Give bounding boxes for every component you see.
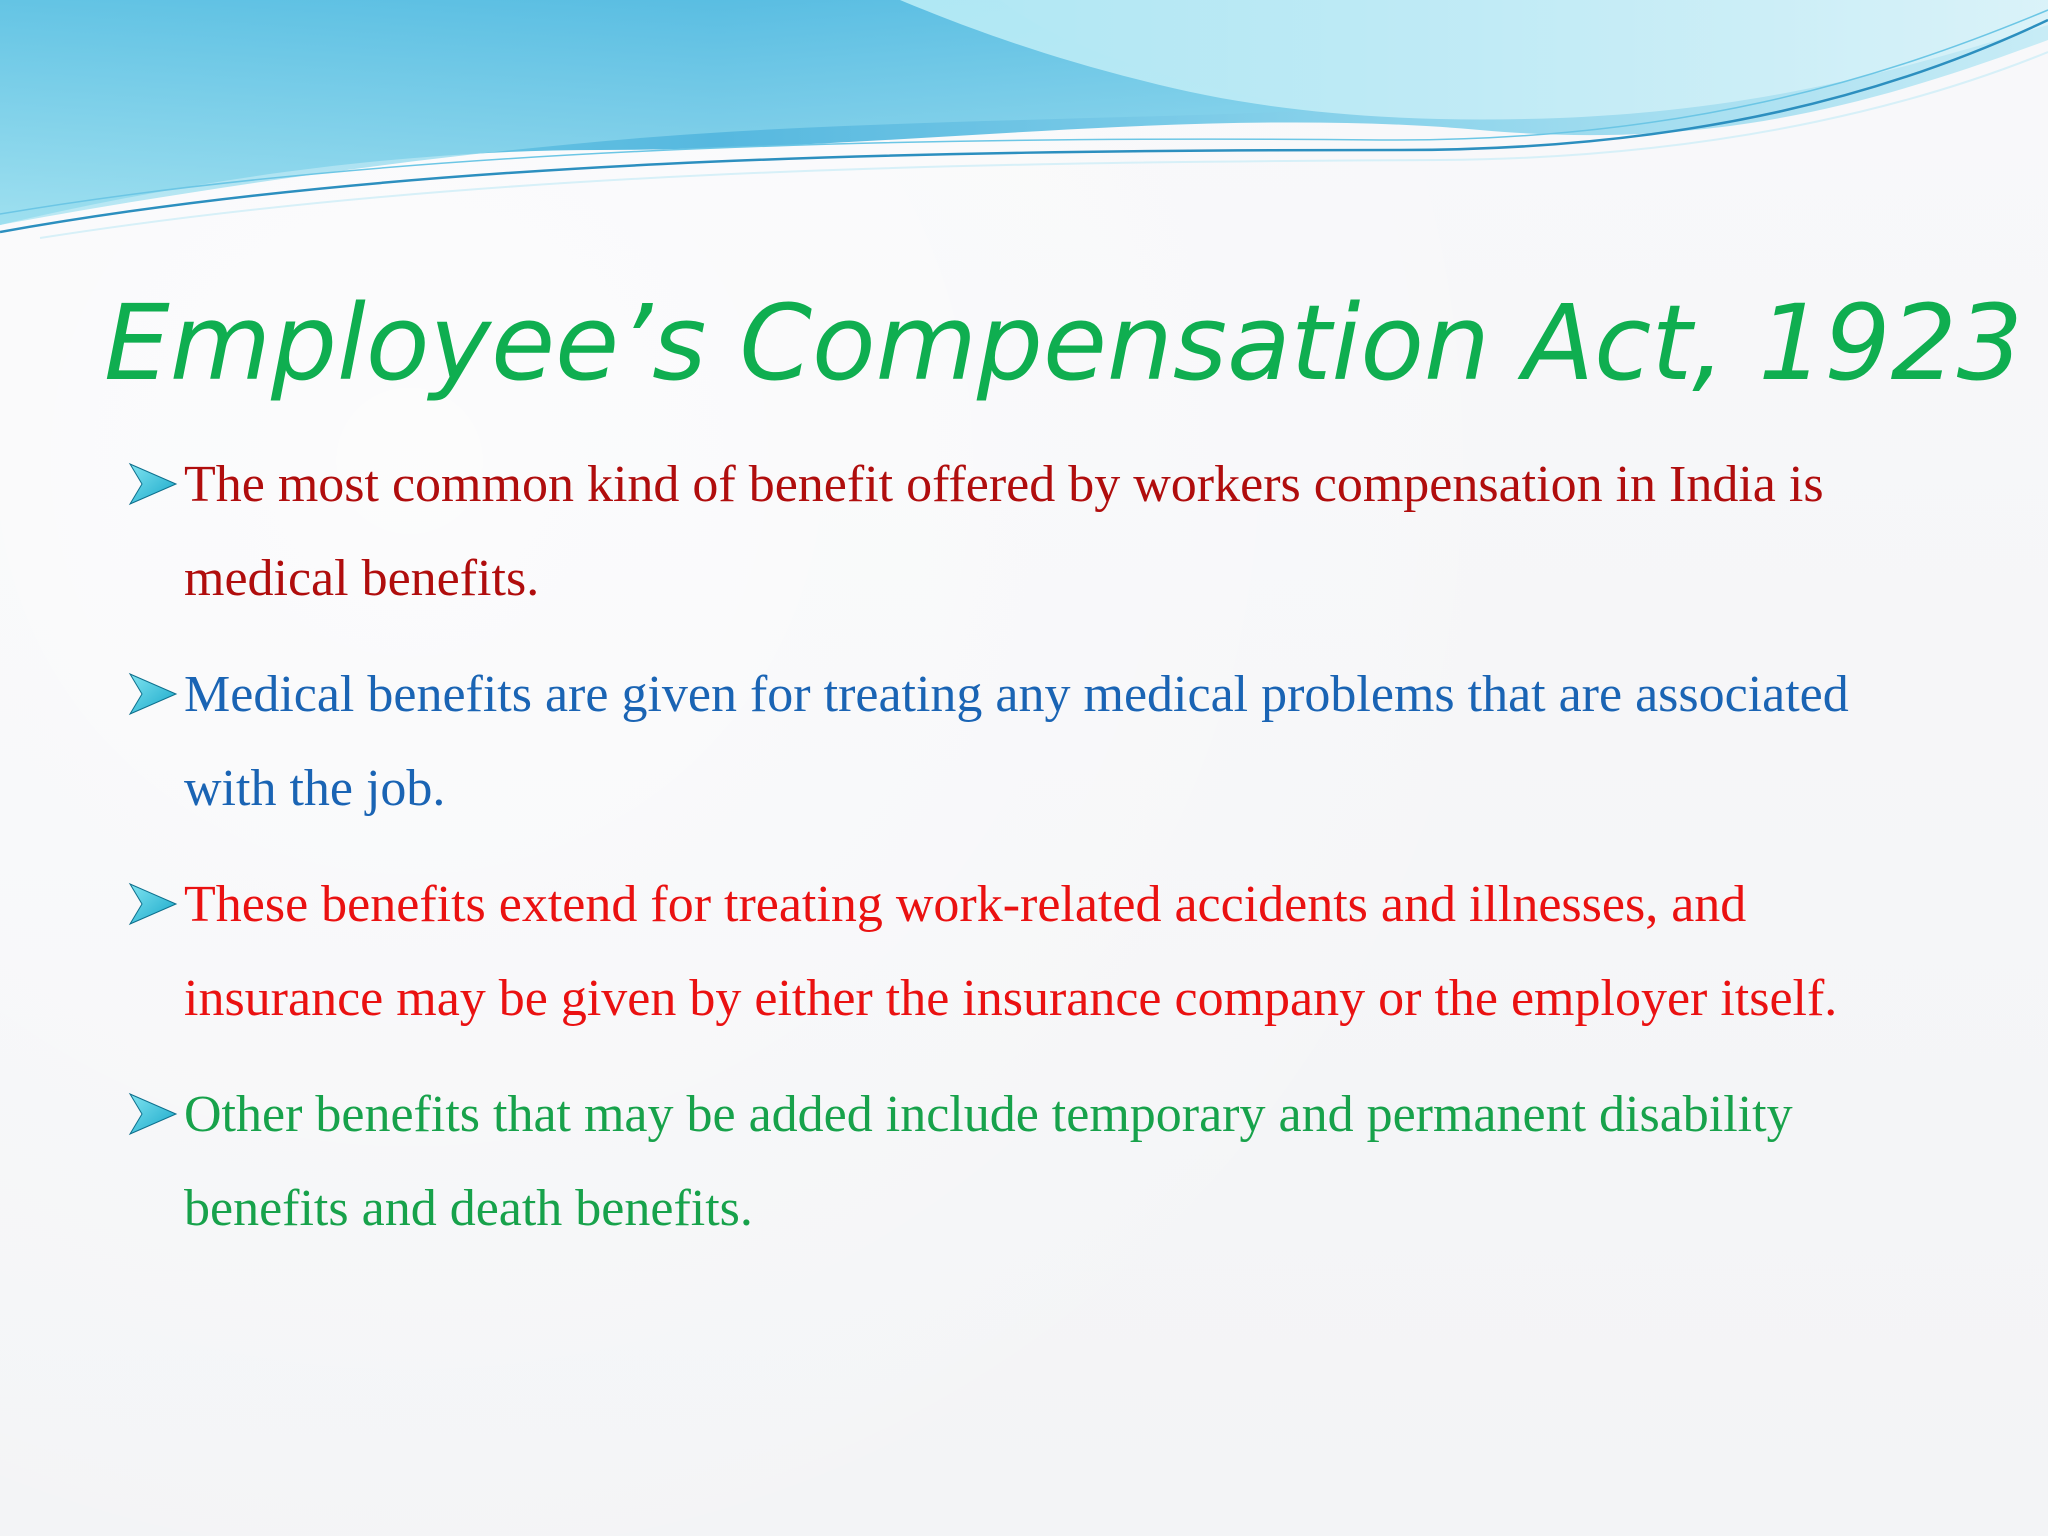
bullet-item [128,858,1928,1046]
bullet-item [128,1068,1928,1256]
bullet-text: The most common kind of benefit offered by workers compensation in India is medical benefits. [184,456,1824,607]
bullet-list [128,438,1928,1278]
bullet-text: Other benefits that may be added include temporary and permanent disability benefits and death benefits. [184,1086,1793,1237]
slide-title: Employee’s Compensation Act, 1923 [104,282,2023,404]
bullet-text: These benefits extend for treating work-related accidents and illnesses, and insurance may be given by either the insurance company or the employer itself. [184,876,1838,1027]
bullet-text: Medical benefits are given for treating any medical problems that are associated with the job. [184,666,1849,817]
arrowhead-bullet-icon [128,1092,178,1136]
arrowhead-bullet-icon [128,462,178,506]
bullet-item [128,648,1928,836]
arrowhead-bullet-icon [128,672,178,716]
header-wave-decoration [0,0,2048,240]
arrowhead-bullet-icon [128,882,178,926]
bullet-item [128,438,1928,626]
